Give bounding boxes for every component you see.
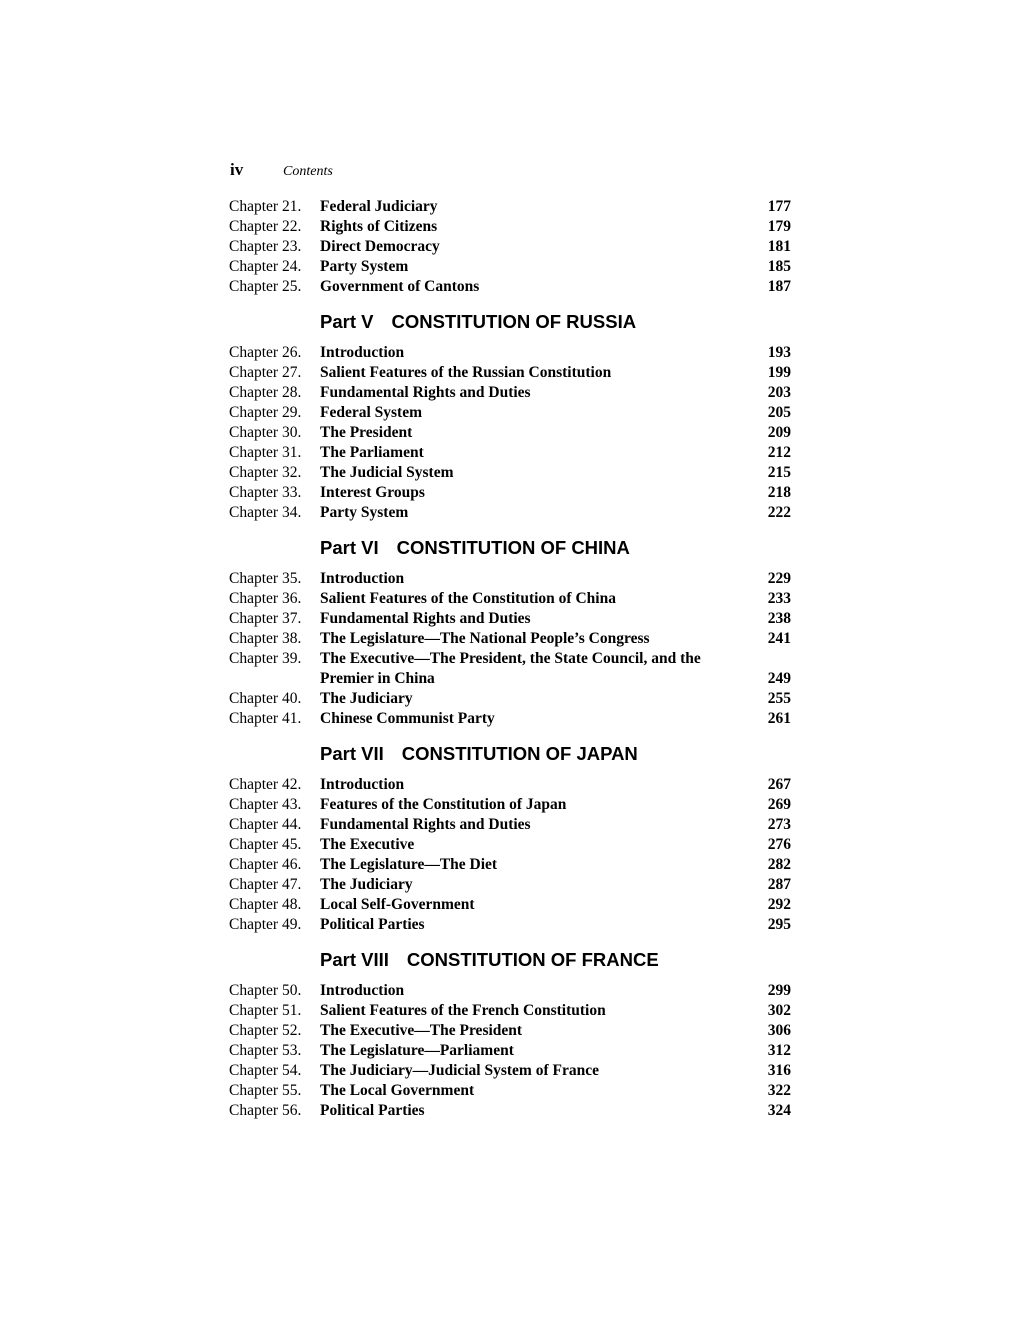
toc-entry[interactable]: [229, 895, 791, 915]
chapter-page-number: 199: [767, 364, 791, 381]
chapter-number: Chapter 51.: [229, 1002, 302, 1019]
chapter-title: Political Parties: [320, 1102, 425, 1119]
toc-entry[interactable]: [229, 609, 791, 629]
chapter-page-number: 287: [767, 876, 791, 893]
toc-entry[interactable]: [229, 197, 791, 217]
chapter-title: Chinese Communist Party: [320, 710, 495, 727]
chapter-page-number: 292: [767, 896, 791, 913]
chapter-title: Local Self-Government: [320, 896, 475, 913]
part-heading: [229, 297, 791, 343]
chapter-page-number: 209: [767, 424, 791, 441]
chapter-title: Introduction: [320, 570, 405, 587]
chapter-page-number: 238: [767, 610, 791, 627]
chapter-number: Chapter 34.: [229, 504, 302, 521]
chapter-title: The Parliament: [320, 444, 424, 461]
toc-entry[interactable]: [229, 423, 791, 443]
part-label: Part VI: [320, 537, 379, 558]
chapter-page-number: 295: [767, 916, 791, 933]
toc-entry[interactable]: [229, 483, 791, 503]
chapter-page-number: 276: [767, 836, 791, 853]
chapter-number: Chapter 31.: [229, 444, 302, 461]
chapter-number: Chapter 28.: [229, 384, 302, 401]
chapter-title: The Executive—The President: [320, 1022, 523, 1039]
chapter-number: Chapter 21.: [229, 198, 302, 215]
chapter-title: The Judiciary: [320, 690, 413, 707]
toc-entry[interactable]: [229, 363, 791, 383]
chapter-page-number: 205: [767, 404, 791, 421]
toc-entry[interactable]: [229, 443, 791, 463]
chapter-title: Salient Features of the Constitution of China: [320, 590, 616, 607]
chapter-title: [320, 649, 701, 689]
chapter-title: Rights of Citizens: [320, 218, 438, 235]
chapter-number: Chapter 56.: [229, 1102, 302, 1119]
part-heading: [229, 729, 791, 775]
toc-entry[interactable]: [229, 1001, 791, 1021]
chapter-number: Chapter 26.: [229, 344, 302, 361]
chapter-number: Chapter 27.: [229, 364, 302, 381]
chapter-title: Features of the Constitution of Japan: [320, 796, 567, 813]
part-label: Part V: [320, 311, 374, 332]
chapter-title: Fundamental Rights and Duties: [320, 816, 531, 833]
chapter-title-line-1: The Executive—The President, the State Council, and the: [320, 650, 701, 667]
chapter-number: Chapter 37.: [229, 610, 302, 627]
chapter-page-number: 218: [767, 484, 791, 501]
chapter-number: Chapter 23.: [229, 238, 302, 255]
chapter-page-number: 177: [767, 198, 791, 215]
part-title: CONSTITUTION OF FRANCE: [406, 949, 659, 970]
toc-entry[interactable]: [229, 775, 791, 795]
part-label: Part VIII: [320, 949, 389, 970]
toc-entry[interactable]: [229, 1081, 791, 1101]
chapter-title: The Legislature—The National People’s Congress: [320, 630, 650, 647]
chapter-number: Chapter 54.: [229, 1062, 302, 1079]
chapter-page-number: 322: [767, 1082, 791, 1099]
chapter-page-number: 233: [767, 590, 791, 607]
table-of-contents: [229, 197, 791, 1121]
chapter-number: Chapter 38.: [229, 630, 302, 647]
part-heading: [229, 523, 791, 569]
part-heading-text: [320, 537, 630, 559]
toc-entry[interactable]: [229, 1021, 791, 1041]
toc-entry[interactable]: [229, 277, 791, 297]
chapter-title: Salient Features of the Russian Constitution: [320, 364, 612, 381]
chapter-number: Chapter 25.: [229, 278, 302, 295]
toc-entry[interactable]: [229, 589, 791, 609]
running-title: Contents: [283, 164, 333, 179]
toc-entry[interactable]: [229, 503, 791, 523]
chapter-page-number: 179: [767, 218, 791, 235]
part-heading-text: [320, 949, 659, 971]
chapter-title: Government of Cantons: [320, 278, 480, 295]
chapter-page-number: 181: [767, 238, 791, 255]
chapter-page-number: 267: [767, 776, 791, 793]
chapter-page-number: 249: [767, 670, 791, 687]
toc-entry[interactable]: [229, 569, 791, 589]
chapter-page-number: 269: [767, 796, 791, 813]
chapter-number: Chapter 52.: [229, 1022, 302, 1039]
chapter-number: Chapter 46.: [229, 856, 302, 873]
chapter-number: Chapter 32.: [229, 464, 302, 481]
toc-entry[interactable]: [229, 689, 791, 709]
chapter-title: Introduction: [320, 982, 405, 999]
chapter-title: The Judiciary—Judicial System of France: [320, 1062, 599, 1079]
chapter-number: Chapter 40.: [229, 690, 302, 707]
part-label: Part VII: [320, 743, 384, 764]
chapter-number: Chapter 24.: [229, 258, 302, 275]
chapter-number: Chapter 47.: [229, 876, 302, 893]
toc-entry[interactable]: [229, 1061, 791, 1081]
chapter-title-line-2: Premier in China: [320, 670, 435, 687]
toc-entry[interactable]: [229, 1101, 791, 1121]
toc-entry[interactable]: [229, 629, 791, 649]
toc-entry[interactable]: [229, 343, 791, 363]
chapter-title: Party System: [320, 258, 409, 275]
chapter-page-number: 185: [767, 258, 791, 275]
chapter-title: The President: [320, 424, 413, 441]
part-heading-text: [320, 311, 636, 333]
chapter-page-number: 203: [767, 384, 791, 401]
toc-entry[interactable]: [229, 649, 791, 689]
chapter-number: Chapter 53.: [229, 1042, 302, 1059]
chapter-title: Salient Features of the French Constitution: [320, 1002, 606, 1019]
part-heading-text: [320, 743, 638, 765]
chapter-number: Chapter 42.: [229, 776, 302, 793]
chapter-title: The Local Government: [320, 1082, 475, 1099]
chapter-number: Chapter 29.: [229, 404, 302, 421]
chapter-title: Fundamental Rights and Duties: [320, 610, 531, 627]
part-title: CONSTITUTION OF CHINA: [396, 537, 630, 558]
chapter-page-number: 282: [767, 856, 791, 873]
toc-entry[interactable]: [229, 217, 791, 237]
chapter-title: Introduction: [320, 776, 405, 793]
chapter-page-number: 255: [767, 690, 791, 707]
chapter-number: Chapter 43.: [229, 796, 302, 813]
chapter-title: The Judiciary: [320, 876, 413, 893]
page-header: [230, 160, 333, 180]
chapter-number: Chapter 49.: [229, 916, 302, 933]
toc-entry[interactable]: [229, 237, 791, 257]
chapter-number: Chapter 41.: [229, 710, 302, 727]
chapter-number: Chapter 45.: [229, 836, 302, 853]
chapter-title: Political Parties: [320, 916, 425, 933]
toc-entry[interactable]: [229, 403, 791, 423]
chapter-number: Chapter 22.: [229, 218, 302, 235]
chapter-page-number: 312: [767, 1042, 791, 1059]
chapter-title: The Legislature—Parliament: [320, 1042, 514, 1059]
chapter-title: Federal System: [320, 404, 423, 421]
toc-entry[interactable]: [229, 1041, 791, 1061]
toc-entry[interactable]: [229, 709, 791, 729]
part-title: CONSTITUTION OF JAPAN: [401, 743, 638, 764]
chapter-page-number: 215: [767, 464, 791, 481]
chapter-page-number: 261: [767, 710, 791, 727]
chapter-page-number: 316: [767, 1062, 791, 1079]
chapter-page-number: 273: [767, 816, 791, 833]
chapter-page-number: 222: [767, 504, 791, 521]
chapter-number: Chapter 30.: [229, 424, 302, 441]
chapter-page-number: 302: [767, 1002, 791, 1019]
toc-entry[interactable]: [229, 257, 791, 277]
toc-entry[interactable]: [229, 795, 791, 815]
chapter-page-number: 212: [767, 444, 791, 461]
part-title: CONSTITUTION OF RUSSIA: [391, 311, 637, 332]
toc-entry[interactable]: [229, 835, 791, 855]
chapter-title: Federal Judiciary: [320, 198, 438, 215]
chapter-title: The Legislature—The Diet: [320, 856, 498, 873]
toc-entry[interactable]: [229, 855, 791, 875]
chapter-title: Introduction: [320, 344, 405, 361]
toc-entry[interactable]: [229, 383, 791, 403]
chapter-number: Chapter 33.: [229, 484, 302, 501]
chapter-number: Chapter 50.: [229, 982, 302, 999]
chapter-page-number: 324: [767, 1102, 791, 1119]
chapter-title: Direct Democracy: [320, 238, 440, 255]
chapter-page-number: 229: [767, 570, 791, 587]
chapter-number: Chapter 48.: [229, 896, 302, 913]
chapter-title: Interest Groups: [320, 484, 425, 501]
chapter-number: Chapter 36.: [229, 590, 302, 607]
chapter-page-number: 187: [767, 278, 791, 295]
chapter-page-number: 299: [767, 982, 791, 999]
chapter-number: Chapter 55.: [229, 1082, 302, 1099]
page-number: iv: [230, 160, 244, 179]
toc-entry[interactable]: [229, 815, 791, 835]
toc-entry[interactable]: [229, 875, 791, 895]
chapter-number: Chapter 39.: [229, 650, 302, 667]
toc-entry[interactable]: [229, 915, 791, 935]
chapter-page-number: 193: [767, 344, 791, 361]
chapter-title: The Judicial System: [320, 464, 454, 481]
part-heading: [229, 935, 791, 981]
chapter-number: Chapter 35.: [229, 570, 302, 587]
chapter-page-number: 306: [767, 1022, 791, 1039]
chapter-title: Fundamental Rights and Duties: [320, 384, 531, 401]
toc-entry[interactable]: [229, 981, 791, 1001]
chapter-title: Party System: [320, 504, 409, 521]
chapter-page-number: 241: [767, 630, 791, 647]
chapter-title: The Executive: [320, 836, 415, 853]
toc-entry[interactable]: [229, 463, 791, 483]
chapter-number: Chapter 44.: [229, 816, 302, 833]
